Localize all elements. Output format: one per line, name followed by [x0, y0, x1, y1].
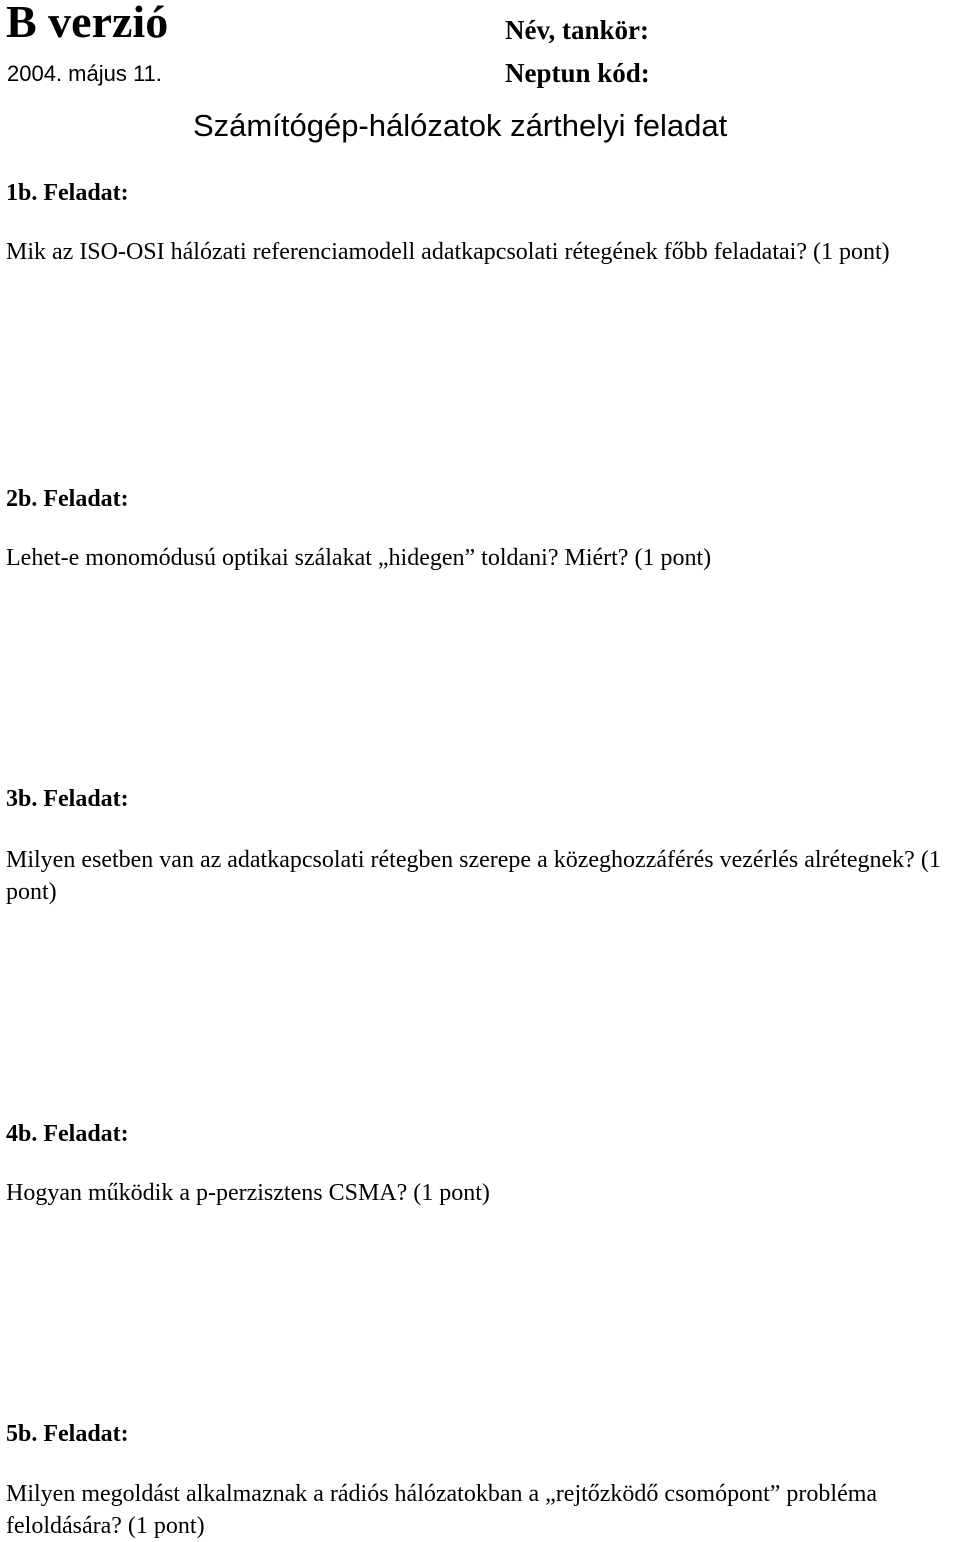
task-5-question: Milyen megoldást alkalmaznak a rádiós hálózatokban a „rejtőzködő csomópont” probléma feloldására? (1 pont) — [6, 1481, 878, 1539]
task-4-heading: 4b. Feladat: — [6, 1121, 129, 1147]
name-group-label: Név, tankör: — [505, 15, 649, 45]
page-title: Számítógép-hálózatok zárthelyi feladat — [193, 108, 728, 143]
task-1-heading: 1b. Feladat: — [6, 180, 129, 206]
task-4-question: Hogyan működik a p-perzisztens CSMA? (1 pont) — [6, 1180, 490, 1206]
task-1-question: Mik az ISO-OSI hálózati referenciamodell adatkapcsolati rétegének főbb feladatai? (1 pont) — [6, 239, 890, 265]
task-3-heading: 3b. Feladat: — [6, 786, 129, 812]
version-label: B verzió — [6, 0, 169, 47]
task-5-heading: 5b. Feladat: — [6, 1421, 129, 1447]
task-2-heading: 2b. Feladat: — [6, 486, 129, 512]
neptun-code-label: Neptun kód: — [505, 58, 650, 88]
exam-date: 2004. május 11. — [7, 61, 162, 86]
task-3-question: Milyen esetben van az adatkapcsolati rétegben szerepe a közeghozzáférés vezérlés alrétegnek? (1 pont) — [6, 847, 941, 905]
task-2-question: Lehet-e monomódusú optikai szálakat „hidegen” toldani? Miért? (1 pont) — [6, 545, 712, 571]
